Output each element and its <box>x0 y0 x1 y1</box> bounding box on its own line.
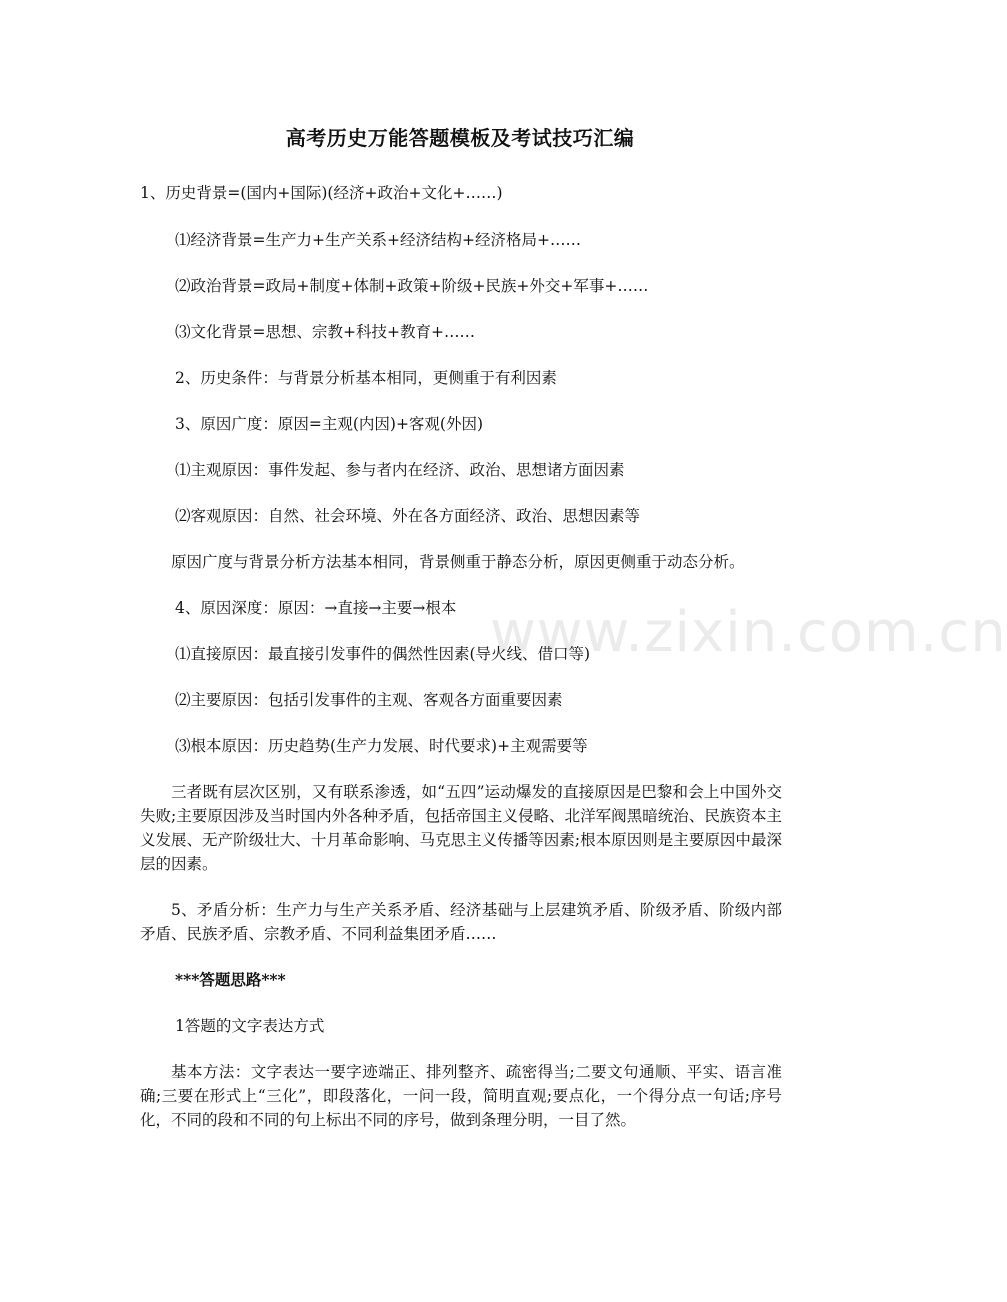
political-background-line: ⑵政治背景=政局+制度+体制+政策+阶级+民族+外交+军事+…… <box>175 277 649 295</box>
section-3-heading: 3、原因广度：原因=主观(内因)+客观(外因) <box>175 415 484 433</box>
answer-approach-heading: ***答题思路*** <box>175 970 286 989</box>
root-cause-line: ⑶根本原因：历史趋势(生产力发展、时代要求)+主观需要等 <box>175 737 588 755</box>
main-cause-line: ⑵主要原因：包括引发事件的主观、客观各方面重要因素 <box>175 691 563 709</box>
expression-method-heading: 1答题的文字表达方式 <box>175 1017 325 1035</box>
section-4-heading: 4、原因深度：原因：→直接→主要→根本 <box>175 599 457 617</box>
cause-breadth-paragraph: 原因广度与背景分析方法基本相同，背景侧重于静态分析，原因更侧重于动态分析。 <box>171 553 745 571</box>
document-body <box>140 181 782 1132</box>
objective-cause-line: ⑵客观原因：自然、社会环境、外在各方面经济、政治、思想因素等 <box>175 507 641 525</box>
may-fourth-example-paragraph: 三者既有层次区别，又有联系渗透，如“五四”运动爆发的直接原因是巴黎和会上中国外交失败;主要原因涉及当时国内外各种矛盾，包括帝国主义侵略、北洋军阀黑暗统治、民族资本主义发展、无产阶级壮大、十月革命影响、马克思主义传播等因素;根本原因则是主要原因中最深层的因素。 <box>140 783 782 873</box>
watermark: www.zixin.com.cn <box>490 600 1007 665</box>
direct-cause-line: ⑴直接原因：最直接引发事件的偶然性因素(导火线、借口等) <box>175 645 591 663</box>
document-title: 高考历史万能答题模板及考试技巧汇编 <box>285 126 635 150</box>
basic-method-paragraph: 基本方法：文字表达一要字迹端正、排列整齐、疏密得当;二要文句通顺、平实、语言准确;三要在形式上“三化”，即段落化，一问一段，简明直观;要点化，一个得分点一句话;序号化，不同的段和不同的句上标出不同的序号，做到条理分明，一目了然。 <box>140 1063 782 1129</box>
cultural-background-line: ⑶文化背景=思想、宗教+科技+教育+…… <box>175 323 475 341</box>
subjective-cause-line: ⑴主观原因：事件发起、参与者内在经济、政治、思想诸方面因素 <box>175 461 625 479</box>
section-2-heading: 2、历史条件：与背景分析基本相同，更侧重于有利因素 <box>175 369 557 387</box>
economic-background-line: ⑴经济背景=生产力+生产关系+经济结构+经济格局+…… <box>175 231 581 249</box>
section-1-heading: 1、历史背景=(国内+国际)(经济+政治+文化+……) <box>140 184 503 202</box>
section-5-paragraph: 5、矛盾分析：生产力与生产关系矛盾、经济基础与上层建筑矛盾、阶级矛盾、阶级内部矛盾、民族矛盾、宗教矛盾、不同利益集团矛盾…… <box>140 901 782 943</box>
